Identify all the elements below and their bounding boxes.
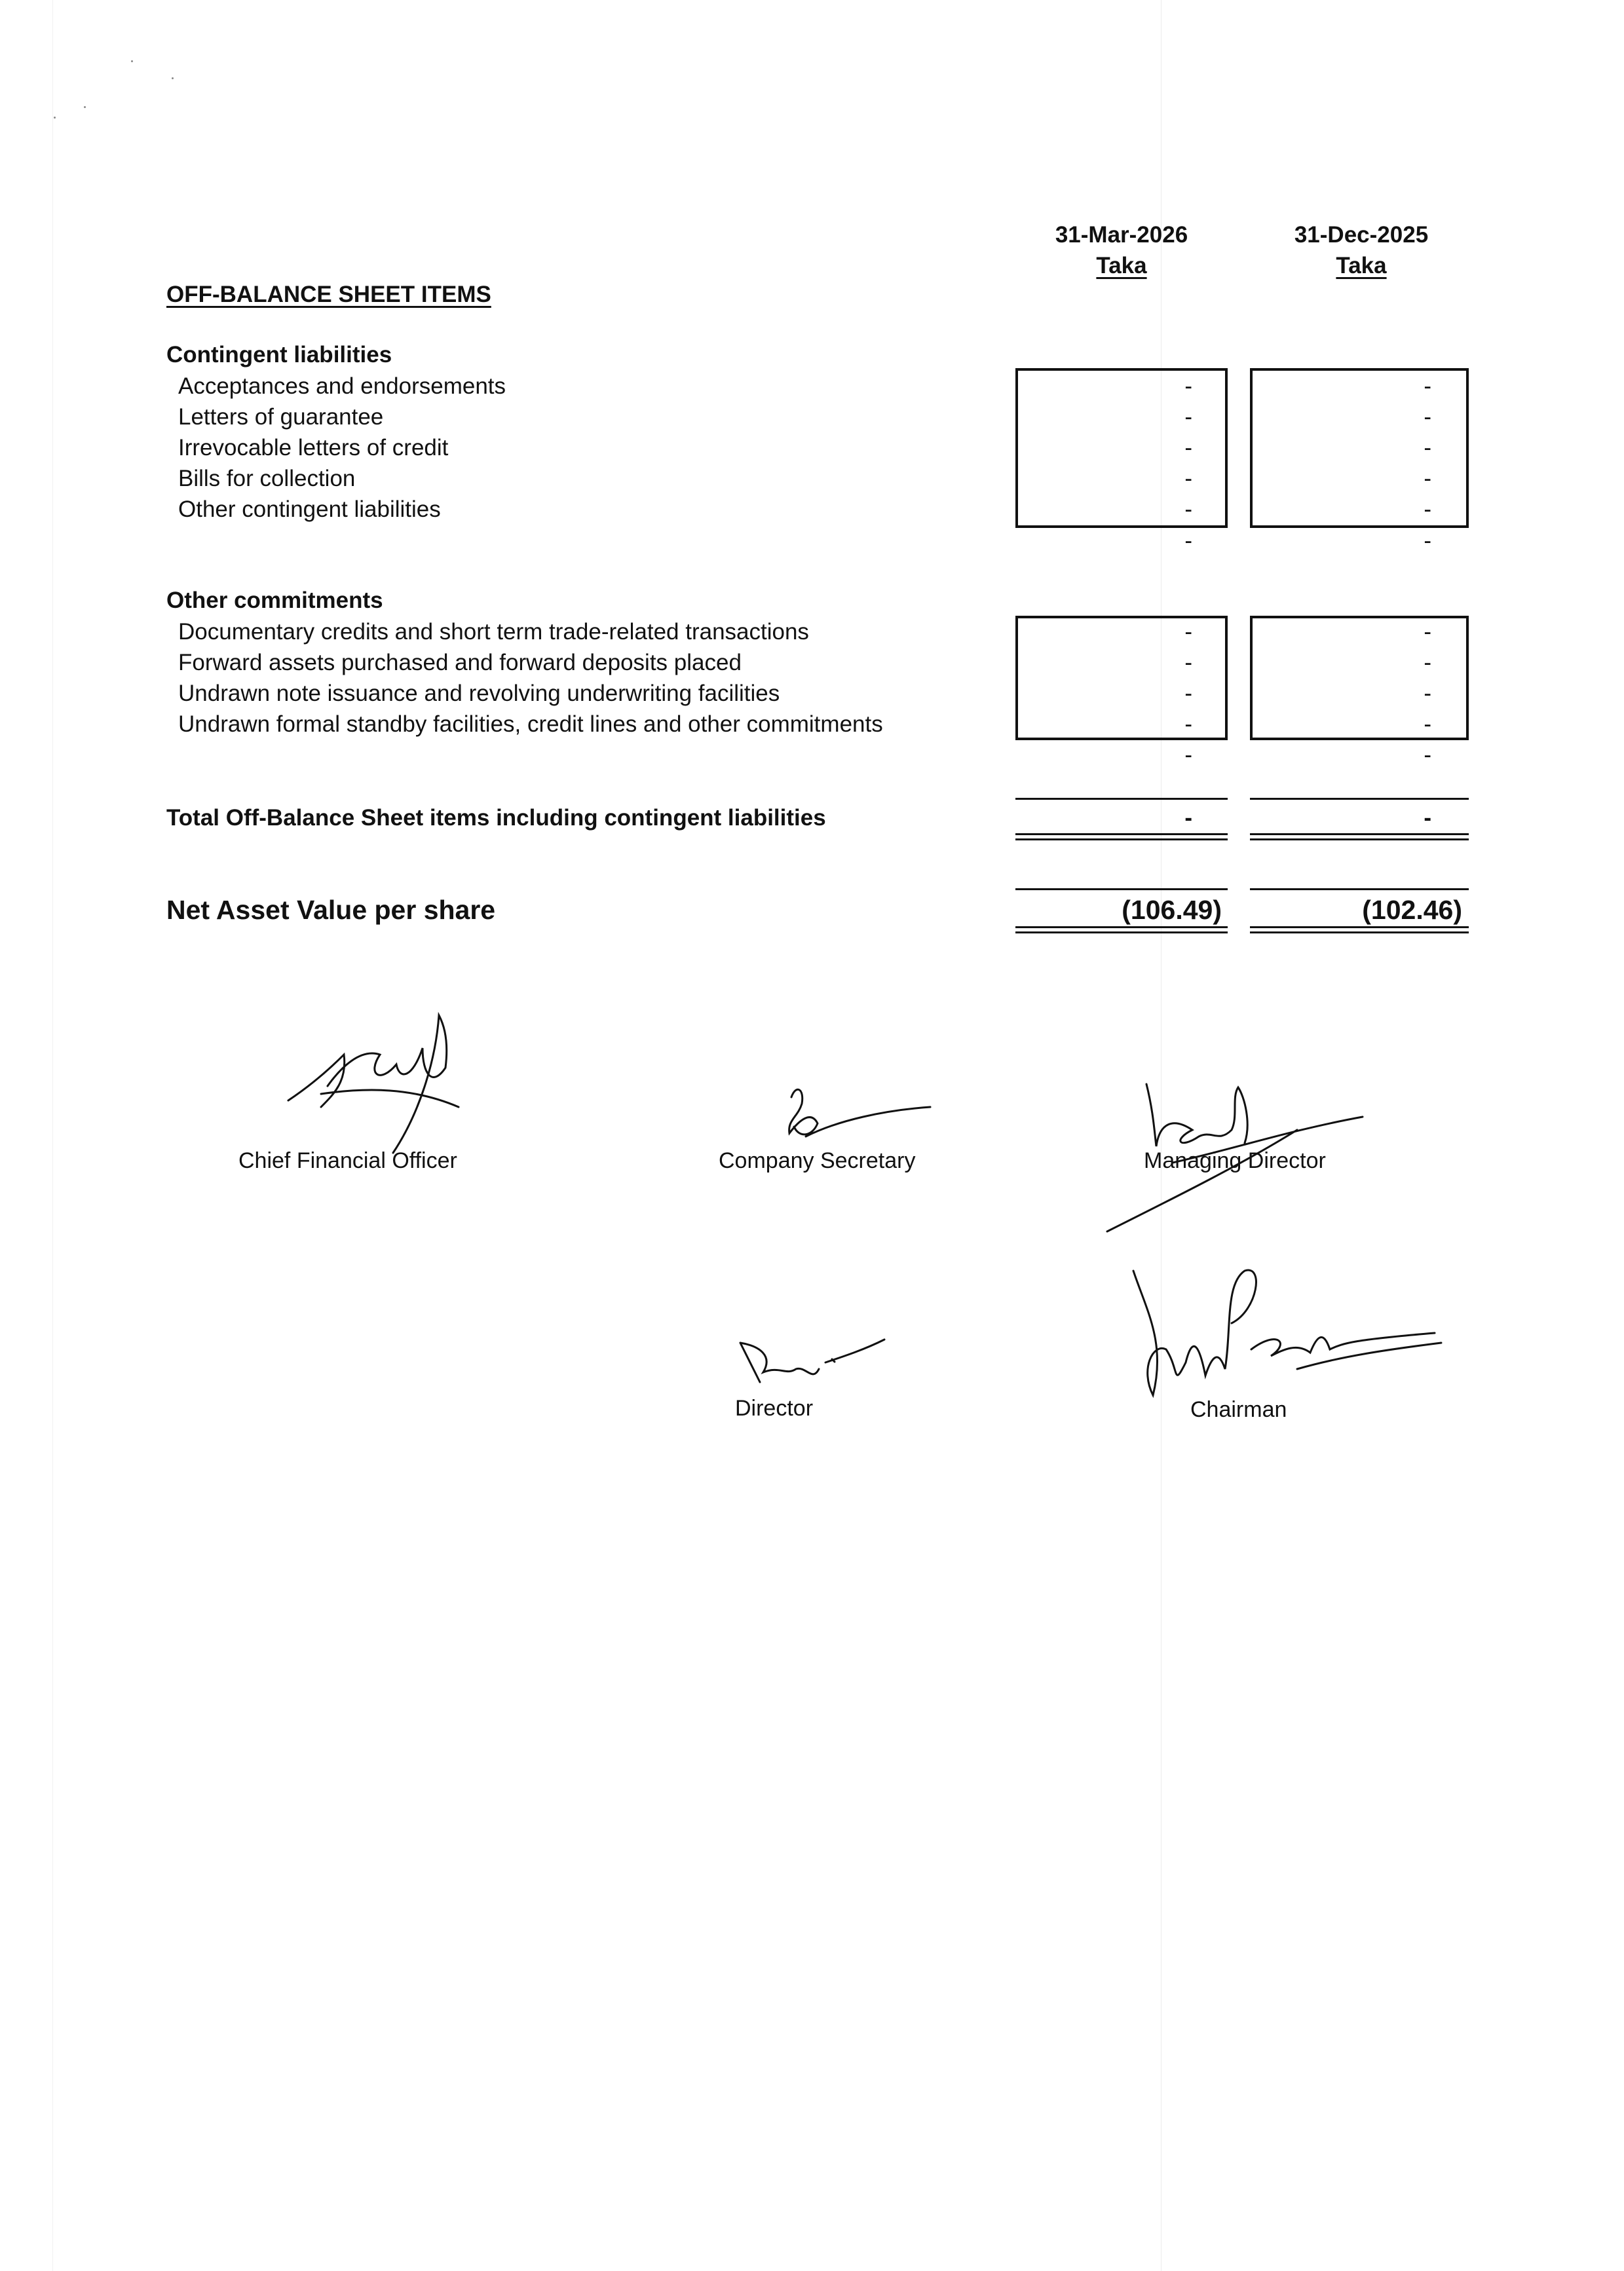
cfo-label: Chief Financial Officer [238, 1148, 457, 1173]
scan-speck [54, 117, 56, 119]
value-cell: - [1184, 373, 1192, 399]
column-unit: Taka [1336, 253, 1387, 278]
commitments-heading: Other commitments [166, 588, 383, 613]
row-label: Bills for collection [178, 466, 356, 491]
column-date: 31-Dec-2025 [1294, 222, 1429, 248]
chairman-signature [1127, 1258, 1454, 1408]
total-double-rule-col1 [1015, 838, 1228, 840]
total-top-rule-col1 [1015, 798, 1228, 800]
total-double-rule-col1 [1015, 833, 1228, 835]
value-cell: - [1424, 373, 1431, 399]
total-value: - [1424, 805, 1431, 831]
total-double-rule-col2 [1250, 833, 1469, 835]
value-cell: - [1424, 435, 1431, 460]
value-cell: - [1184, 619, 1192, 645]
row-label: Undrawn formal standby facilities, credit lines and other commitments [178, 711, 883, 737]
scan-speck [172, 77, 174, 79]
value-cell: - [1424, 619, 1431, 645]
total-value: - [1184, 805, 1192, 831]
value-cell: - [1424, 466, 1431, 491]
total-double-rule-col2 [1250, 838, 1469, 840]
value-cell: - [1424, 711, 1431, 737]
scan-speck [131, 60, 133, 62]
nav-double-rule-col2 [1250, 926, 1469, 928]
total-top-rule-col2 [1250, 798, 1469, 800]
value-cell: - [1184, 404, 1192, 430]
column-header-1 [1015, 219, 1228, 281]
row-label: Other contingent liabilities [178, 497, 441, 522]
column-unit: Taka [1096, 253, 1147, 278]
row-label: Irrevocable letters of credit [178, 435, 449, 460]
nav-value: (106.49) [1122, 895, 1222, 925]
total-label: Total Off-Balance Sheet items including contingent liabilities [166, 805, 826, 831]
secretary-label: Company Secretary [719, 1148, 916, 1173]
value-cell: - [1184, 711, 1192, 737]
value-cell: - [1424, 497, 1431, 522]
column-date: 31-Mar-2026 [1055, 222, 1188, 248]
scan-artifact-line [52, 0, 53, 2271]
cfo-signature [282, 1009, 478, 1159]
nav-value: (102.46) [1362, 895, 1462, 925]
nav-double-rule-col1 [1015, 931, 1228, 933]
value-cell: - [1424, 404, 1431, 430]
value-cell: - [1184, 681, 1192, 706]
scan-speck [84, 106, 86, 108]
director-signature [734, 1330, 891, 1402]
value-cell: - [1424, 681, 1431, 706]
value-cell: - [1184, 435, 1192, 460]
chairman-label: Chairman [1190, 1397, 1287, 1422]
nav-double-rule-col2 [1250, 931, 1469, 933]
value-cell: - [1184, 650, 1192, 675]
subtotal-cell: - [1184, 742, 1192, 768]
row-label: Letters of guarantee [178, 404, 384, 430]
subtotal-cell: - [1424, 528, 1431, 554]
value-cell: - [1184, 497, 1192, 522]
subtotal-cell: - [1184, 528, 1192, 554]
value-cell: - [1184, 466, 1192, 491]
nav-top-rule-col2 [1250, 888, 1469, 890]
contingent-heading: Contingent liabilities [166, 342, 392, 367]
value-cell: - [1424, 650, 1431, 675]
nav-top-rule-col1 [1015, 888, 1228, 890]
nav-label: Net Asset Value per share [166, 895, 496, 925]
director-label: Director [735, 1396, 814, 1421]
section-title: OFF-BALANCE SHEET ITEMS [166, 282, 491, 307]
row-label: Undrawn note issuance and revolving underwriting facilities [178, 681, 780, 706]
md-label: Managing Director [1144, 1148, 1326, 1173]
row-label: Documentary credits and short term trade-related transactions [178, 619, 809, 645]
column-header-2 [1255, 219, 1467, 281]
row-label: Forward assets purchased and forward deposits placed [178, 650, 742, 675]
nav-double-rule-col1 [1015, 926, 1228, 928]
subtotal-cell: - [1424, 742, 1431, 768]
row-label: Acceptances and endorsements [178, 373, 506, 399]
